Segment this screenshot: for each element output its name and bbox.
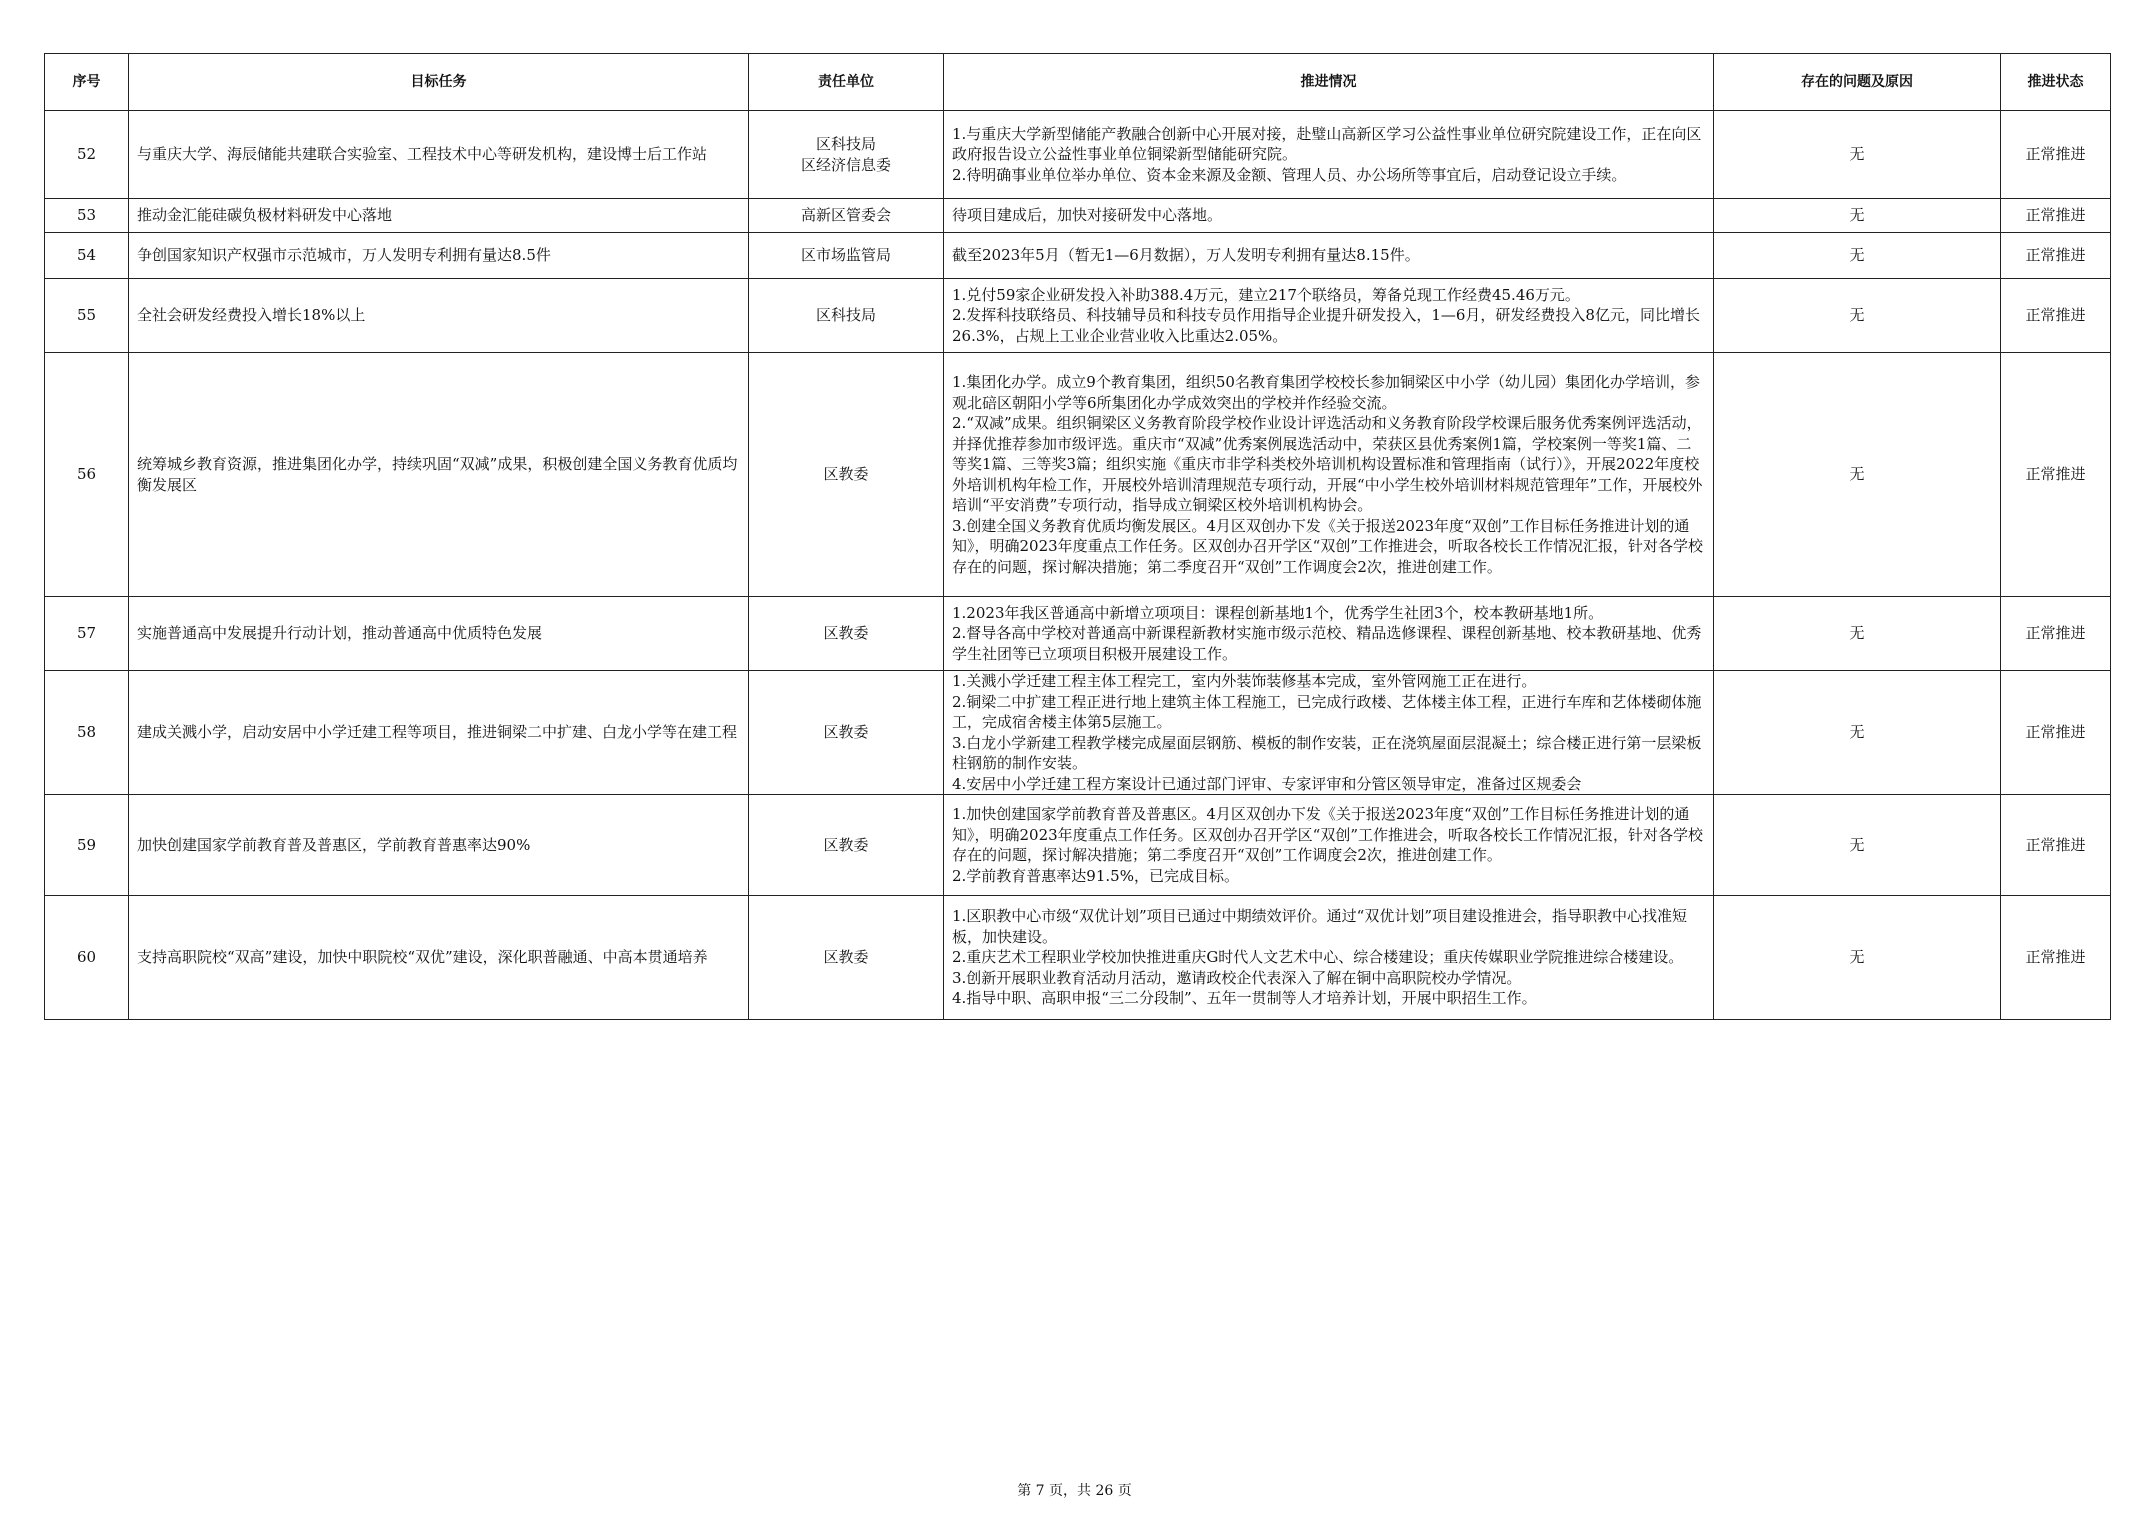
row-progress [944,597,1714,671]
row-unit: 区科技局 区经济信息委 [749,111,944,199]
row-issue: 无 [1714,671,2001,795]
progress-item: 1.2023年我区普通高中新增立项项目：课程创新基地1个，优秀学生社团3个，校本教研基地1所。 [952,603,1604,622]
row-unit: 区教委 [749,353,944,597]
table-row [45,353,2111,597]
row-progress [944,896,1714,1020]
table-row [45,671,2111,795]
row-progress [944,233,1714,279]
progress-item: 3.创建全国义务教育优质均衡发展区。4月区双创办下发《关于报送2023年度“双创”工作目标任务推进计划的通知》，明确2023年度重点工作任务。区双创办召开学区“双创”工作推进会，听取各校长工作情况汇报，针对各学校存在的问题，探讨解决措施；第二季度召开“双创”工作调度会2次，推进创建工作。 [952,516,1704,576]
table-row [45,233,2111,279]
row-status: 正常推进 [2001,597,2111,671]
row-issue: 无 [1714,795,2001,896]
progress-item: 1.加快创建国家学前教育普及普惠区。4月区双创办下发《关于报送2023年度“双创”工作目标任务推进计划的通知》，明确2023年度重点工作任务。区双创办召开学区“双创”工作推进会，听取各校长工作情况汇报，针对各学校存在的问题，探讨解决措施；第二季度召开“双创”工作调度会2次，推进创建工作。 [952,805,1704,864]
row-issue: 无 [1714,279,2001,353]
progress-item: 4.指导中职、高职申报“三二分段制”、五年一贯制等人才培养计划，开展中职招生工作。 [952,989,1537,1008]
page-number: 第 7 页，共 26 页 [1017,1483,1132,1499]
row-unit: 区教委 [749,671,944,795]
progress-item: 1.兑付59家企业研发投入补助388.4万元，建立217个联络员，筹备兑现工作经费45.46万元。 [952,285,1580,304]
progress-item: 1.与重庆大学新型储能产教融合创新中心开展对接，赴璧山高新区学习公益性事业单位研究院建设工作，正在向区政府报告设立公益性事业单位铜梁新型储能研究院。 [952,124,1702,164]
header-progress: 推进情况 [944,54,1714,111]
progress-item: 1.集团化办学。成立9个教育集团，组织50名教育集团学校校长参加铜梁区中小学（幼儿园）集团化办学培训，参观北碚区朝阳小学等6所集团化办学成效突出的学校并作经验交流。 [952,373,1700,412]
row-task: 实施普通高中发展提升行动计划，推动普通高中优质特色发展 [129,597,749,671]
row-issue: 无 [1714,597,2001,671]
row-task: 争创国家知识产权强市示范城市，万人发明专利拥有量达8.5件 [129,233,749,279]
header-unit: 责任单位 [749,54,944,111]
progress-table [44,53,2111,1020]
row-index: 55 [45,279,129,353]
progress-item: 待项目建成后，加快对接研发中心落地。 [952,206,1223,225]
header-status: 推进状态 [2001,54,2111,111]
row-issue: 无 [1714,199,2001,233]
row-issue: 无 [1714,233,2001,279]
progress-item: 2.发挥科技联络员、科技辅导员和科技专员作用指导企业提升研发投入，1—6月，研发经费投入8亿元，同比增长26.3%，占规上工业企业营业收入比重达2.05%。 [952,306,1700,345]
header-issue: 存在的问题及原因 [1714,54,2001,111]
row-index: 54 [45,233,129,279]
row-status: 正常推进 [2001,896,2111,1020]
table-row [45,795,2111,896]
row-issue: 无 [1714,111,2001,199]
progress-item: 1.区职教中心市级“双优计划”项目已通过中期绩效评价。通过“双优计划”项目建设推进会，指导职教中心找准短板，加快建设。 [952,907,1687,946]
progress-item: 2.“双减”成果。组织铜梁区义务教育阶段学校作业设计评选活动和义务教育阶段学校课后服务优秀案例评选活动，并择优推荐参加市级评选。重庆市“双减”优秀案例展选活动中，荣获区县优秀案例1篇，学校案例一等奖1篇、二等奖1篇、三等奖3篇；组织实施《重庆市非学科类校外培训机构设置标准和管理指南（试行）》，开展2022年度校外培训机构年检工作，开展校外培训清理规范专项行动，开展“中小学生校外培训材料规范管理年”工作，开展校外培训“平安消费”专项行动，指导成立铜梁区校外培训机构协会。 [952,414,1703,514]
row-unit: 区科技局 [749,279,944,353]
progress-item: 2.学前教育普惠率达91.5%，已完成目标。 [952,866,1239,885]
row-issue: 无 [1714,896,2001,1020]
row-task: 推动金汇能硅碳负极材料研发中心落地 [129,199,749,233]
progress-item: 3.白龙小学新建工程教学楼完成屋面层钢筋、模板的制作安装，正在浇筑屋面层混凝土；综合楼正进行第一层梁板柱钢筋的制作安装。 [952,733,1702,772]
row-status: 正常推进 [2001,353,2111,597]
progress-item: 2.督导各高中学校对普通高中新课程新教材实施市级示范校、精品选修课程、课程创新基地、校本教研基地、优秀学生社团等已立项项目积极开展建设工作。 [952,624,1702,663]
row-progress [944,795,1714,896]
progress-item: 3.创新开展职业教育活动月活动，邀请政校企代表深入了解在铜中高职院校办学情况。 [952,968,1522,987]
progress-item: 2.重庆艺术工程职业学校加快推进重庆G时代人文艺术中心、综合楼建设；重庆传媒职业学院推进综合楼建设。 [952,948,1684,967]
row-index: 60 [45,896,129,1020]
row-progress [944,279,1714,353]
table-row [45,279,2111,353]
header-index: 序号 [45,54,129,111]
row-index: 52 [45,111,129,199]
row-issue: 无 [1714,353,2001,597]
progress-item: 2.待明确事业单位举办单位、资本金来源及金额、管理人员、办公场所等事宜后，启动登记设立手续。 [952,165,1627,184]
row-index: 58 [45,671,129,795]
progress-item: 2.铜梁二中扩建工程正进行地上建筑主体工程施工，已完成行政楼、艺体楼主体工程，正进行车库和艺体楼砌体施工，完成宿舍楼主体第5层施工。 [952,692,1702,731]
header-task: 目标任务 [129,54,749,111]
row-task: 全社会研发经费投入增长18%以上 [129,279,749,353]
row-progress [944,199,1714,233]
row-index: 56 [45,353,129,597]
row-unit: 区教委 [749,896,944,1020]
progress-item: 截至2023年5月（暂无1—6月数据），万人发明专利拥有量达8.15件。 [952,246,1420,265]
row-index: 59 [45,795,129,896]
row-progress [944,111,1714,199]
row-task: 与重庆大学、海辰储能共建联合实验室、工程技术中心等研发机构，建设博士后工作站 [129,111,749,199]
row-unit: 区市场监管局 [749,233,944,279]
row-unit: 高新区管委会 [749,199,944,233]
row-progress [944,671,1714,795]
table-row [45,111,2111,199]
row-status: 正常推进 [2001,199,2111,233]
row-status: 正常推进 [2001,671,2111,795]
row-status: 正常推进 [2001,795,2111,896]
row-progress [944,353,1714,597]
row-task: 支持高职院校“双高”建设，加快中职院校“双优”建设，深化职普融通、中高本贯通培养 [129,896,749,1020]
row-unit: 区教委 [749,597,944,671]
row-task: 建成关溅小学，启动安居中小学迁建工程等项目，推进铜梁二中扩建、白龙小学等在建工程 [129,671,749,795]
progress-item: 4.安居中小学迁建工程方案设计已通过部门评审、专家评审和分管区领导审定，准备过区规委会 [952,774,1582,793]
row-status: 正常推进 [2001,233,2111,279]
row-status: 正常推进 [2001,111,2111,199]
table-header-row [45,54,2111,111]
table-row [45,896,2111,1020]
row-status: 正常推进 [2001,279,2111,353]
table-row [45,199,2111,233]
row-index: 57 [45,597,129,671]
row-task: 加快创建国家学前教育普及普惠区，学前教育普惠率达90% [129,795,749,896]
row-unit: 区教委 [749,795,944,896]
row-index: 53 [45,199,129,233]
progress-item: 1.关溅小学迁建工程主体工程完工，室内外装饰装修基本完成，室外管网施工正在进行。 [952,672,1537,690]
row-task: 统筹城乡教育资源，推进集团化办学，持续巩固“双减”成果，积极创建全国义务教育优质均衡发展区 [129,353,749,597]
table-row [45,597,2111,671]
